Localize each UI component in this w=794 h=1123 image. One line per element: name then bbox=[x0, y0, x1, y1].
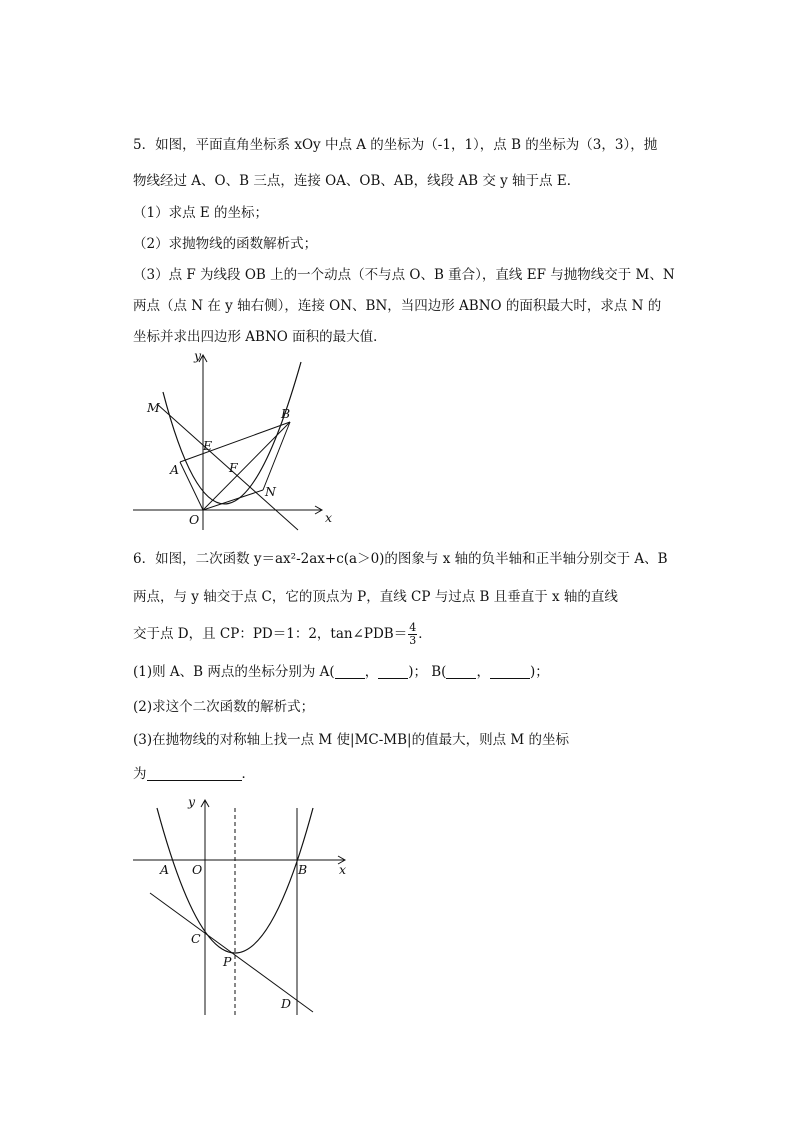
q6-label-y: y bbox=[188, 794, 196, 809]
q6-line-3-suffix: ． bbox=[418, 626, 432, 642]
q6-label-D: D bbox=[281, 996, 292, 1011]
q6-label-P: P bbox=[223, 954, 232, 969]
q6-frac-den: 3 bbox=[409, 634, 417, 647]
q6-part-1-end: )； bbox=[529, 664, 549, 680]
q5-label-x: x bbox=[325, 510, 333, 525]
q5-label-A: A bbox=[170, 462, 180, 477]
q6-label-B: B bbox=[298, 862, 308, 877]
q6-part-1-mid: )； B( bbox=[408, 664, 447, 680]
q5-label-O: O bbox=[189, 512, 200, 527]
q5-label-N: N bbox=[265, 484, 276, 499]
q6-part-3b-end: ． bbox=[241, 766, 255, 782]
q5-part-3c: 坐标并求出四边形 ABNO 面积的最大值． bbox=[133, 329, 387, 345]
q6-frac-num: 4 bbox=[409, 621, 417, 634]
q6-line-2: 两点，与 y 轴交于点 C，它的顶点为 P，直线 CP 与过点 B 且垂直于 x 轴的直线 bbox=[133, 589, 618, 605]
q6-comma-2: ， bbox=[476, 664, 490, 680]
q6-line-CPD bbox=[150, 893, 313, 1012]
q6-label-A: A bbox=[160, 862, 170, 877]
q5-label-F: F bbox=[229, 460, 238, 475]
q6-line-1: 6．如图，二次函数 y＝ax²-2ax+c(a＞0)的图象与 x 轴的负半轴和正半轴分别交于 A、B bbox=[133, 551, 668, 567]
q5-label-E: E bbox=[203, 438, 213, 453]
q6-part-3b-prefix: 为 bbox=[133, 766, 147, 782]
q5-part-3b: 两点（点 N 在 y 轴右侧），连接 ON、BN，当四边形 ABNO 的面积最大时，求点 N 的 bbox=[133, 298, 662, 314]
q6-line-3-prefix: 交于点 D，且 CP：PD＝1：2，tan∠PDB＝ bbox=[133, 626, 408, 642]
q6-label-O: O bbox=[192, 862, 203, 877]
q5-line-1: 5．如图，平面直角坐标系 xOy 中点 A 的坐标为（-1，1），点 B 的坐标为（3，3），抛 bbox=[133, 137, 658, 153]
q6-part-3: (3)在抛物线的对称轴上找一点 M 使|MC-MB|的值最大，则点 M 的坐标 bbox=[133, 732, 569, 748]
q6-part-2: (2)求这个二次函数的解析式； bbox=[133, 699, 315, 715]
q5-label-y: y bbox=[194, 348, 202, 363]
q5-part-3a: （3）点 F 为线段 OB 上的一个动点（不与点 O、B 重合），直线 EF 与抛物线交于 M、N bbox=[133, 267, 675, 283]
q6-label-x: x bbox=[339, 862, 347, 877]
q5-line-2: 物线经过 A、O、B 三点，连接 OA、OB、AB，线段 AB 交 y 轴于点 E． bbox=[133, 173, 581, 189]
q5-part-1: （1）求点 E 的坐标； bbox=[133, 205, 269, 221]
q5-part-2: （2）求抛物线的函数解析式； bbox=[133, 236, 318, 252]
q5-label-M: M bbox=[147, 400, 160, 415]
q5-label-B: B bbox=[281, 406, 291, 421]
q6-label-C: C bbox=[191, 931, 201, 946]
q6-part-1-prefix: (1)则 A、B 两点的坐标分别为 A( bbox=[133, 664, 335, 680]
q6-comma-1: ， bbox=[364, 664, 379, 680]
